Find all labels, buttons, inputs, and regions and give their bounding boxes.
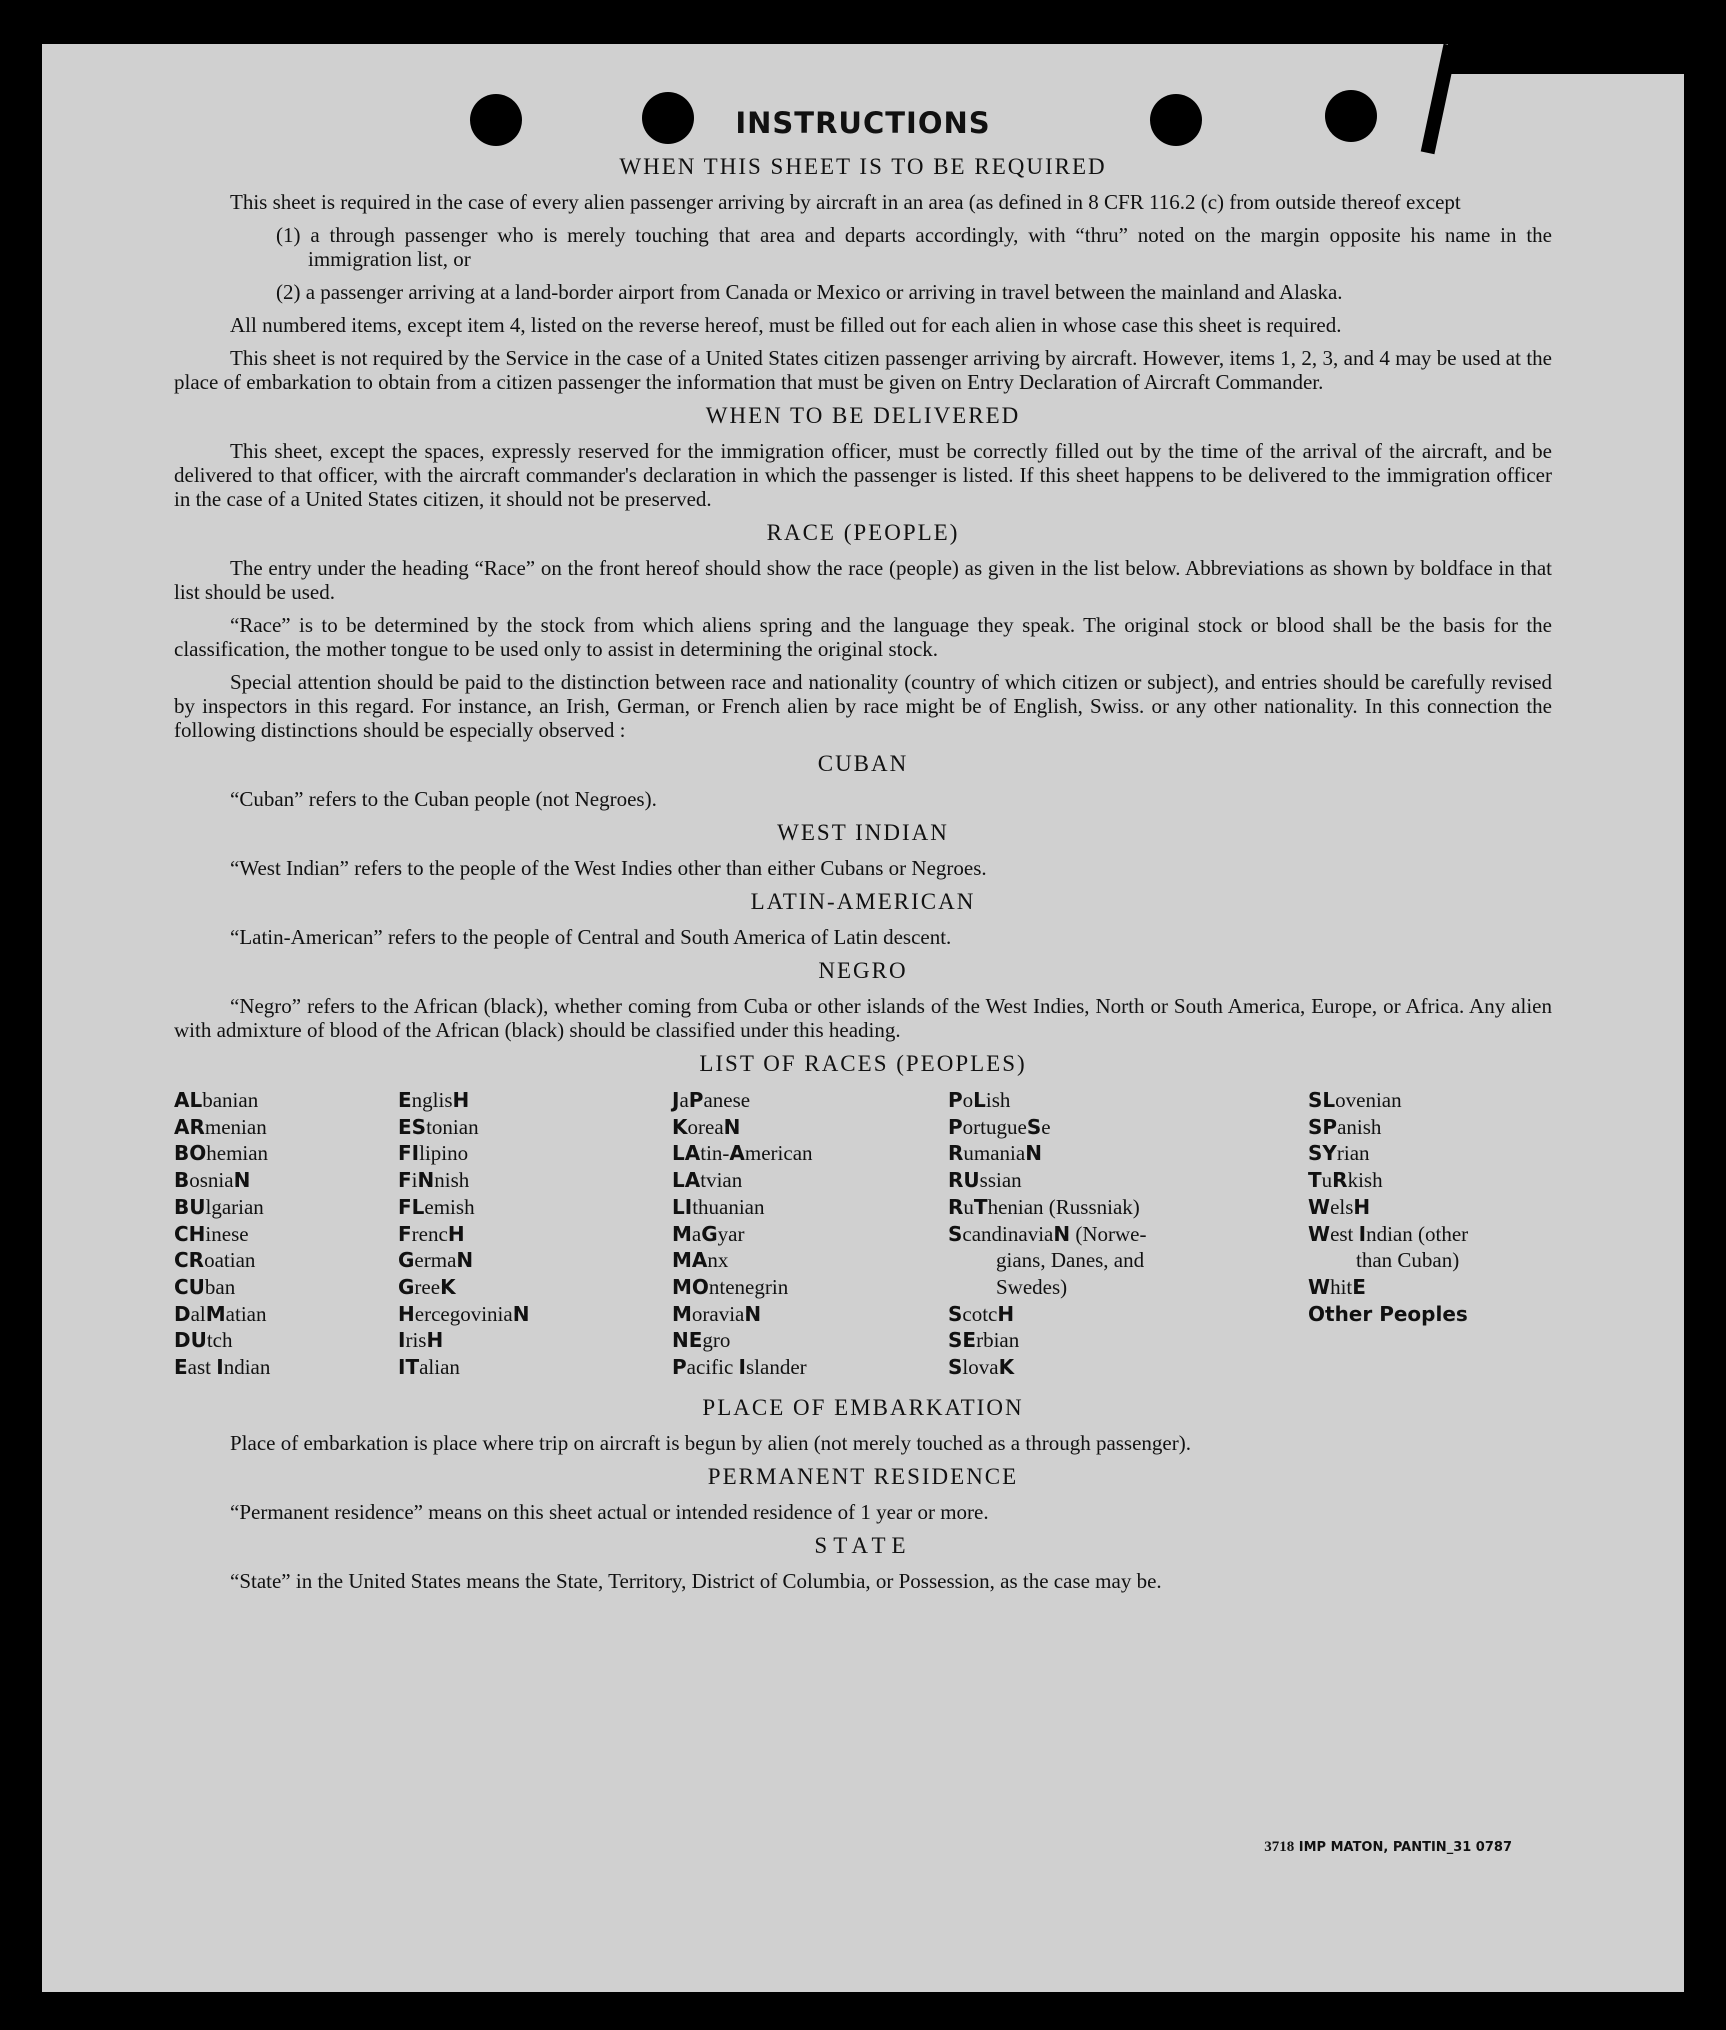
race-item: PoLish (948, 1088, 1011, 1112)
paragraph: “West Indian” refers to the people of the West Indies other than either Cubans or Negroes. (230, 856, 987, 880)
race-item: SErbian (948, 1328, 1020, 1353)
section-heading: LIST OF RACES (PEOPLES) (699, 1051, 1027, 1076)
print-imprint (1264, 1839, 1512, 1856)
race-item: SLovenian (1308, 1088, 1402, 1112)
race-item: WelsH (1308, 1194, 1371, 1219)
section-heading: PLACE OF EMBARKATION (702, 1394, 1024, 1420)
race-item: FIlipino (398, 1141, 469, 1166)
paragraph: “Negro” refers to the African (black), whether coming from Cuba or other islands of the West Indies, North or South America, Europe, or Africa. Any alien with admixture of blood of the African (black) should be classified under this heading. (174, 994, 1552, 1042)
race-item: Other Peoples (1308, 1301, 1468, 1326)
race-item: SYrian (1308, 1141, 1370, 1166)
section-heading: STATE (814, 1532, 912, 1558)
race-item: NEgro (672, 1328, 731, 1353)
document-sheet (42, 44, 1684, 1992)
paragraph: This sheet, except the spaces, expressly reserved for the immigration officer, must be correctly filled out by the time of the arrival of the aircraft, and be delivered to that officer, with the aircraft commander's declaration in which the passenger is listed. If this sheet happens to be delivered to the immigration officer in the case of a United States citizen, it should not be preserved. (174, 439, 1552, 511)
race-item: LAtvian (672, 1168, 743, 1193)
race-item: DUtch (174, 1328, 233, 1353)
section-heading: NEGRO (818, 958, 908, 983)
race-item: IrisH (398, 1328, 444, 1353)
race-item: MAnx (672, 1248, 729, 1273)
race-column (174, 1087, 398, 1381)
race-item: Swedes) (996, 1274, 1068, 1299)
race-item: CRoatian (174, 1248, 256, 1273)
race-item: FLemish (398, 1194, 475, 1219)
paragraph: “Latin-American” refers to the people of Central and South America of Latin descent. (230, 925, 952, 949)
race-item: SlovaK (948, 1355, 1015, 1380)
race-item: BosniaN (174, 1168, 251, 1193)
race-column (948, 1087, 1308, 1381)
paragraph: Special attention should be paid to the distinction between race and nationality (country of which citizen or subject), and entries should be carefully revised by inspectors in this regard. For instance, an Irish, German, or French alien by race might be of English, Swiss. or any other nationality. In this connection the following distinctions should be especially observed : (174, 670, 1552, 742)
race-item: MaGyar (672, 1221, 745, 1246)
race-item: ScotcH (948, 1301, 1015, 1326)
race-item: gians, Danes, and (996, 1248, 1145, 1273)
race-item: Pacific Islander (672, 1355, 807, 1380)
race-list (174, 1087, 1552, 1381)
race-item: EnglisH (398, 1088, 470, 1112)
section-heading: PERMANENT RESIDENCE (707, 1463, 1019, 1489)
race-item: FrencH (398, 1221, 465, 1246)
race-item: HercegoviniaN (398, 1301, 530, 1326)
race-item: WhitE (1308, 1274, 1366, 1299)
form-number: 3718 (1264, 1839, 1295, 1855)
paragraph: Place of embarkation is place where trip on aircraft is begun by alien (not merely touched as a through passenger). (230, 1430, 1191, 1455)
paragraph: “Race” is to be determined by the stock from which aliens spring and the language they speak. The original stock or blood shall be the basis for the classification, the mother tongue to be used only to assist in determining the original stock. (174, 613, 1552, 661)
race-item: MoraviaN (672, 1301, 762, 1326)
race-item: PortugueSe (948, 1114, 1051, 1139)
race-item: DalMatian (174, 1301, 267, 1326)
race-column (1308, 1087, 1552, 1381)
paragraph: “State” in the United States means the State, Territory, District of Columbia, or Possession, as the case may be. (230, 1568, 1162, 1593)
race-item: JaPanese (672, 1088, 751, 1112)
race-item: BOhemian (174, 1141, 269, 1166)
paragraph: The entry under the heading “Race” on the front hereof should show the race (people) as given in the list below. Abbreviations as shown by boldface in that list should be used. (174, 556, 1552, 604)
race-item: CUban (174, 1274, 236, 1299)
list-item: (1) a through passenger who is merely touching that area and departs accordingly, with “thru” noted on the margin opposite his name in the immigration list, or (276, 223, 1552, 271)
paper-tear (1448, 44, 1684, 74)
race-item: TuRkish (1308, 1168, 1383, 1193)
paragraph: This sheet is not required by the Service in the case of a United States citizen passenger arriving by aircraft. However, items 1, 2, 3, and 4 may be used at the place of embarkation to obtain from a citizen passenger the information that must be given on Entry Declaration of Aircraft Commander. (174, 346, 1552, 394)
race-item: RuThenian (Russniak) (948, 1194, 1140, 1219)
race-item: East Indian (174, 1355, 271, 1380)
race-item: EStonian (398, 1114, 479, 1139)
race-item: ARmenian (174, 1114, 267, 1139)
race-item: GermaN (398, 1248, 474, 1273)
section-heading: CUBAN (817, 751, 909, 776)
race-item: GreeK (398, 1274, 456, 1299)
paragraph: “Cuban” refers to the Cuban people (not Negroes). (230, 787, 657, 811)
race-column (672, 1087, 948, 1381)
paragraph: All numbered items, except item 4, listed on the reverse hereof, must be filled out for each alien in whose case this sheet is required. (230, 313, 1342, 337)
page-title: INSTRUCTIONS (735, 106, 991, 140)
race-item: ALbanian (174, 1088, 259, 1112)
paragraph: This sheet is required in the case of every alien passenger arriving by aircraft in an area (as defined in 8 CFR 116.2 (c) from outside thereof except (230, 190, 1461, 214)
race-item: MOntenegrin (672, 1274, 789, 1299)
section-heading: WHEN TO BE DELIVERED (705, 403, 1021, 428)
race-item: FiNnish (398, 1168, 470, 1193)
race-item: CHinese (174, 1221, 249, 1246)
race-column (398, 1087, 672, 1381)
race-item: LIthuanian (672, 1194, 765, 1219)
race-item: ScandinaviaN (Norwe- (948, 1221, 1147, 1246)
race-item: ITalian (398, 1355, 460, 1380)
instructions-content (174, 106, 1552, 1602)
section-heading: RACE (PEOPLE) (766, 520, 960, 545)
printer-imprint: IMP MATON, PANTIN_31 0787 (1298, 1840, 1512, 1855)
race-item: BUlgarian (174, 1194, 264, 1219)
race-item: KoreaN (672, 1114, 741, 1139)
section-heading: WHEN THIS SHEET IS TO BE REQUIRED (619, 154, 1107, 179)
paragraph: “Permanent residence” means on this sheet actual or intended residence of 1 year or more. (230, 1499, 989, 1524)
race-item: than Cuban) (1356, 1248, 1460, 1273)
race-item: LAtin-American (672, 1141, 813, 1166)
race-item: West Indian (other (1308, 1221, 1469, 1246)
race-item: RumaniaN (948, 1141, 1042, 1166)
race-item: SPanish (1308, 1114, 1382, 1139)
section-heading: LATIN-AMERICAN (750, 889, 976, 914)
race-item: RUssian (948, 1168, 1022, 1193)
section-heading: WEST INDIAN (777, 820, 949, 845)
list-item: (2) a passenger arriving at a land-border airport from Canada or Mexico or arriving in travel between the mainland and Alaska. (276, 280, 1343, 304)
